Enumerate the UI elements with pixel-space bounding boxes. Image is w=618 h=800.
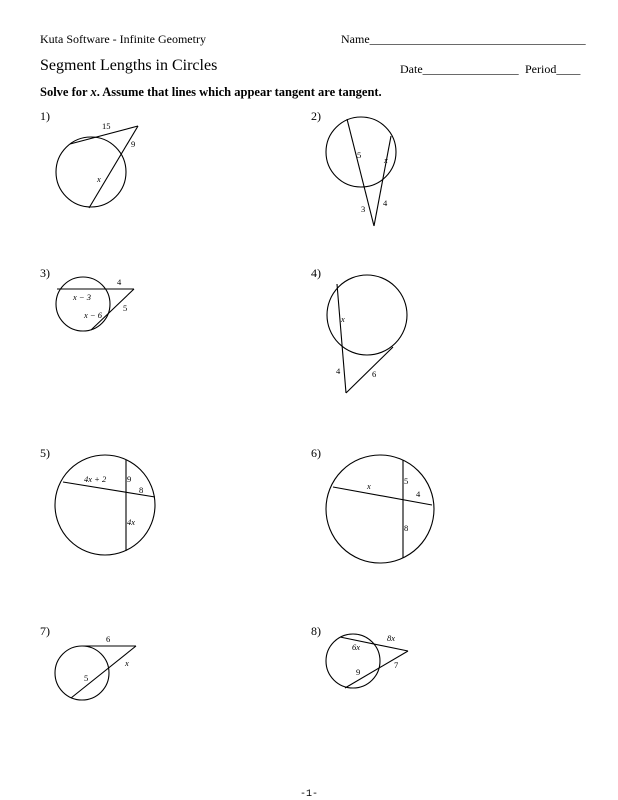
problem-5-label-4x-2: 4x + 2 <box>84 474 107 484</box>
problem-8-label-8x: 8x <box>387 633 396 643</box>
problem-4-number: 4) <box>311 266 321 280</box>
problem-8-label-7: 7 <box>394 660 399 670</box>
problem-8-secant-1 <box>340 637 408 651</box>
problem-7-label-x: x <box>125 658 129 668</box>
problem-6-label-8: 8 <box>404 523 409 533</box>
problem-1-circle <box>56 137 126 207</box>
problem-5-number: 5) <box>40 446 50 460</box>
problem-7-circle <box>55 646 109 700</box>
problem-8-figure <box>326 633 408 688</box>
problem-2-label-x: x <box>384 155 388 165</box>
problem-4-tangent <box>346 347 393 393</box>
problem-5-label-4x: 4x <box>127 517 136 527</box>
problem-4-label-4: 4 <box>336 366 341 376</box>
problem-3-label-x-3: x − 3 <box>73 292 92 302</box>
name-line: ____________________________________ <box>369 32 586 46</box>
problem-3-circle <box>56 277 110 331</box>
problem-3-number: 3) <box>40 266 50 280</box>
problem-5-figure <box>55 455 155 555</box>
problem-4-circle <box>327 275 407 355</box>
problem-4-secant <box>337 284 346 393</box>
problem-1-label-15: 15 <box>102 121 111 131</box>
problem-2-label-4: 4 <box>383 198 388 208</box>
problem-2-figure <box>326 117 396 226</box>
problem-7-label-5: 5 <box>84 673 89 683</box>
problem-6-label-x: x <box>367 481 371 491</box>
problem-8-number: 8) <box>311 624 321 638</box>
page-number: -1- <box>299 789 318 800</box>
date-label: Date <box>400 62 423 76</box>
problem-1-number: 1) <box>40 109 50 123</box>
problem-6-figure <box>326 455 434 563</box>
problem-2-number: 2) <box>311 109 321 123</box>
problem-2-label-3: 3 <box>361 204 366 214</box>
problem-8-label-9: 9 <box>356 667 361 677</box>
page-title: Segment Lengths in Circles <box>40 57 218 74</box>
problem-8-secant-2 <box>345 651 408 688</box>
period-line: ____ <box>556 62 581 76</box>
problem-4-label-x: x <box>341 314 345 324</box>
period-label: Period <box>525 62 557 76</box>
problem-4-label-6: 6 <box>372 369 377 379</box>
problem-6-number: 6) <box>311 446 321 460</box>
problem-6-circle <box>326 455 434 563</box>
name-label: Name <box>341 32 370 46</box>
problem-3-label-4: 4 <box>117 277 122 287</box>
instructions-var: x <box>90 85 97 99</box>
problem-3-label-x-6: x − 6 <box>84 310 103 320</box>
instructions-prefix: Solve for <box>40 85 91 99</box>
problem-4-figure <box>327 275 407 393</box>
problem-6-label-4: 4 <box>416 489 421 499</box>
problem-5-label-8: 8 <box>139 485 144 495</box>
problem-3-label-5: 5 <box>123 303 128 313</box>
problem-7-label-6: 6 <box>106 634 111 644</box>
problem-1-figure <box>56 121 138 208</box>
problem-7-figure <box>55 634 136 700</box>
problem-5-label-9: 9 <box>127 474 132 484</box>
problem-2-secant-2 <box>374 136 391 226</box>
instructions-suffix: . Assume that lines which appear tangent are tangent. <box>96 85 382 99</box>
problem-1-label-x: x <box>97 174 101 184</box>
problem-7-number: 7) <box>40 624 50 638</box>
problem-3-figure <box>56 277 134 331</box>
problem-1-label-9: 9 <box>131 139 136 149</box>
problem-6-label-5: 5 <box>404 476 409 486</box>
problem-8-label-6x: 6x <box>352 642 361 652</box>
problem-2-label-5: 5 <box>357 150 362 160</box>
date-line: ________________ <box>422 62 519 76</box>
problem-5-circle <box>55 455 155 555</box>
worksheet-source: Kuta Software - Infinite Geometry <box>40 32 206 46</box>
